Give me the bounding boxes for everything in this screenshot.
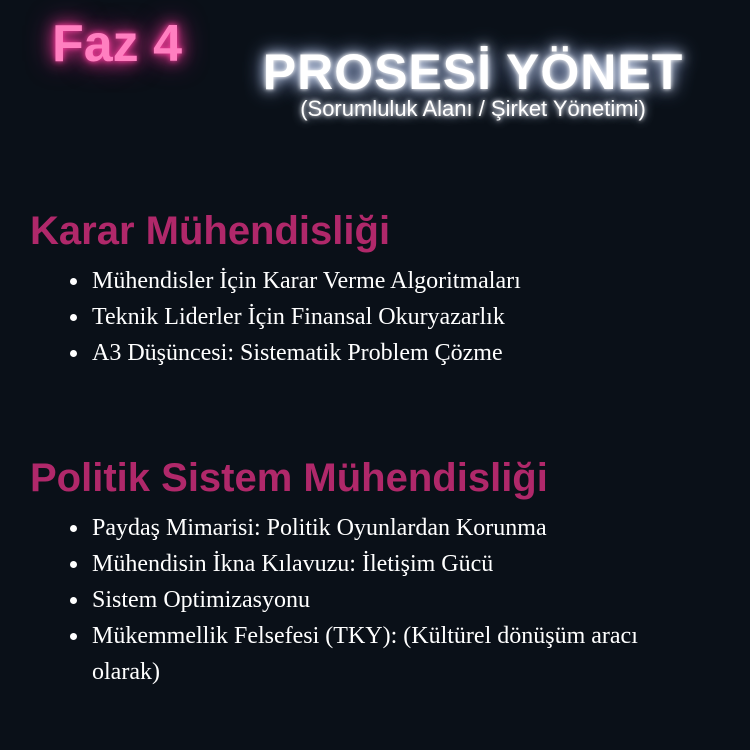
list-item: Sistem Optimizasyonu <box>70 582 692 618</box>
phase-label: Faz 4 <box>52 15 183 73</box>
list-item: Teknik Liderler İçin Finansal Okuryazarlık <box>70 299 692 335</box>
section-heading: Karar Mühendisliği <box>30 209 391 253</box>
title-block <box>238 44 708 122</box>
list-item: A3 Düşüncesi: Sistematik Problem Çözme <box>70 335 692 371</box>
bullet-list <box>30 263 730 371</box>
section-decision-engineering <box>30 205 730 371</box>
page-subtitle: (Sorumluluk Alanı / Şirket Yönetimi) <box>300 96 646 121</box>
list-item: Mükemmellik Felsefesi (TKY): (Kültürel dönüşüm aracı olarak) <box>70 618 692 690</box>
list-item: Mühendisin İkna Kılavuzu: İletişim Gücü <box>70 546 692 582</box>
page-title: PROSESİ YÖNET <box>262 44 684 100</box>
bullet-list <box>30 510 730 690</box>
list-item: Mühendisler İçin Karar Verme Algoritmaları <box>70 263 692 299</box>
section-political-system-engineering <box>30 452 730 690</box>
section-heading: Politik Sistem Mühendisliği <box>30 456 548 500</box>
list-item: Paydaş Mimarisi: Politik Oyunlardan Korunma <box>70 510 692 546</box>
